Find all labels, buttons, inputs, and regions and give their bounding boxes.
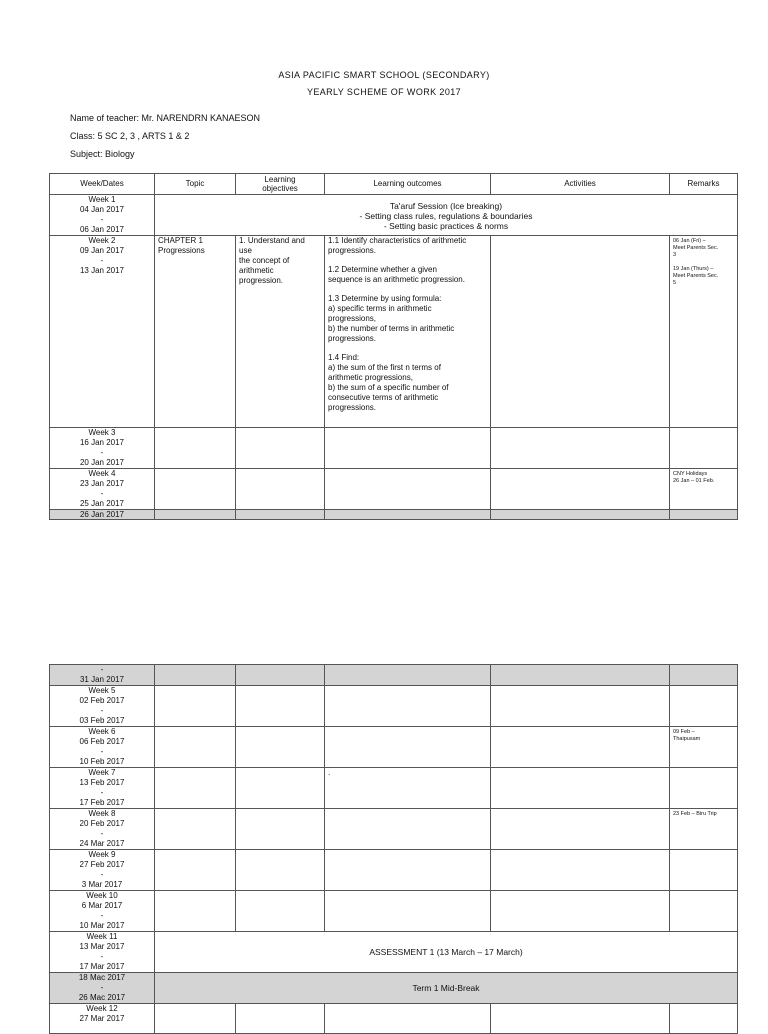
table-row-week1	[50, 195, 738, 236]
remarks-cell: 09 Feb – Thaipusam	[670, 727, 738, 768]
topic-cell: CHAPTER 1 Progressions	[155, 236, 236, 428]
col-header-activities: Activities	[491, 174, 670, 195]
week-dates-cell: 18 Mac 2017 - 26 Mac 2017	[50, 973, 155, 1004]
school-title: ASIA PACIFIC SMART SCHOOL (SECONDARY)	[278, 70, 490, 80]
outcomes-cell: 1.1 Identify characteristics of arithmetic progressions. 1.2 Determine whether a given sequence is an arithmetic progression. 1.3 Determine by using formula: a) specific terms in arithmetic progressions, b) the number of terms in arithmetic progressions. 1.4 Find: a) the sum of the first n terms of arithmetic progressions, b) the sum of a specific number of consecutive terms of arithmetic progressions.	[325, 236, 491, 428]
week-dates-cell: Week 10 6 Mar 2017 - 10 Mar 2017	[50, 891, 155, 932]
week-dates-cell: Week 11 13 Mar 2017 - 17 Mar 2017	[50, 932, 155, 973]
scheme-table-page1	[49, 173, 738, 520]
table-row-week9	[50, 850, 738, 891]
remarks-cell: 23 Feb – Biru Trip	[670, 809, 738, 850]
outcomes-cell: .	[325, 768, 491, 809]
scheme-table-page2	[49, 664, 738, 1034]
table-row-week10	[50, 891, 738, 932]
week-dates-cell: - 31 Jan 2017	[50, 665, 155, 686]
week-dates-cell: Week 7 13 Feb 2017 - 17 Feb 2017	[50, 768, 155, 809]
col-header-outcomes: Learning outcomes	[325, 174, 491, 195]
table-row-week8	[50, 809, 738, 850]
table-row-week6	[50, 727, 738, 768]
teacher-name: Name of teacher: Mr. NARENDRN KANAESON	[70, 113, 261, 123]
week-dates-cell: Week 2 09 Jan 2017 - 13 Jan 2017	[50, 236, 155, 428]
activities-cell	[491, 236, 670, 428]
table-row-week2	[50, 236, 738, 428]
col-header-topic: Topic	[155, 174, 236, 195]
assessment-cell: ASSESSMENT 1 (13 March – 17 March)	[155, 932, 738, 973]
week-dates-cell: Week 5 02 Feb 2017 - 03 Feb 2017	[50, 686, 155, 727]
table-row-week12	[50, 1004, 738, 1034]
table-row-week3	[50, 428, 738, 469]
table-header-row	[50, 174, 738, 195]
scheme-title: YEARLY SCHEME OF WORK 2017	[306, 87, 462, 97]
remarks-cell: CNY Holidays 26 Jan – 01 Feb.	[670, 469, 738, 510]
week-dates-cell: Week 12 27 Mar 2017	[50, 1004, 155, 1034]
table-row-week11	[50, 932, 738, 973]
remarks-cell: 06 Jan (Fri) – Meet Parents Sec. 3 19 Jan (Thurs) – Meet Parents Sec. 5	[670, 236, 738, 428]
week-dates-cell: Week 9 27 Feb 2017 - 3 Mar 2017	[50, 850, 155, 891]
mid-break-cell: Term 1 Mid-Break	[155, 973, 738, 1004]
table-row-week5	[50, 686, 738, 727]
class-info: Class: 5 SC 2, 3 , ARTS 1 & 2	[70, 131, 190, 141]
week-dates-cell: Week 4 23 Jan 2017 - 25 Jan 2017	[50, 469, 155, 510]
subject-info: Subject: Biology	[70, 149, 135, 159]
taaruf-session-cell: Ta'aruf Session (Ice breaking) - Setting class rules, regulations & boundaries - Setting basic practices & norms	[155, 195, 738, 236]
week-dates-cell: Week 3 16 Jan 2017 - 20 Jan 2017	[50, 428, 155, 469]
table-row-mid-break	[50, 973, 738, 1004]
table-row-week4	[50, 469, 738, 510]
table-row-week7	[50, 768, 738, 809]
col-header-objectives: Learning objectives	[236, 174, 325, 195]
table-row-cont	[50, 665, 738, 686]
table-row-grey	[50, 510, 738, 520]
week-dates-cell: Week 1 04 Jan 2017 - 06 Jan 2017	[50, 195, 155, 236]
week-dates-cell: Week 6 06 Feb 2017 - 10 Feb 2017	[50, 727, 155, 768]
week-dates-cell: Week 8 20 Feb 2017 - 24 Mar 2017	[50, 809, 155, 850]
col-header-week: Week/Dates	[50, 174, 155, 195]
week-dates-cell: 26 Jan 2017	[50, 510, 155, 520]
col-header-remarks: Remarks	[670, 174, 738, 195]
objectives-cell: 1. Understand and use the concept of arithmetic progression.	[236, 236, 325, 428]
